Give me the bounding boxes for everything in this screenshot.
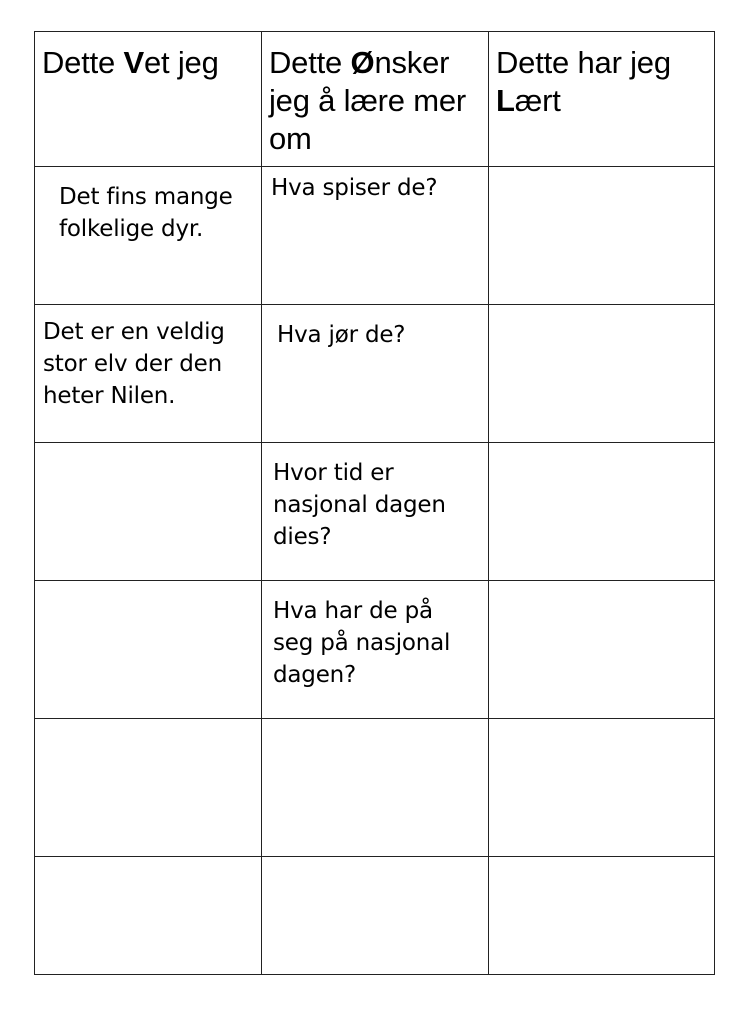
- cell-know: [35, 857, 262, 975]
- cell-learned: [489, 857, 715, 975]
- cell-want-text: Hvor tid er nasjonal dagen dies?: [273, 460, 446, 550]
- table-row: [35, 719, 715, 857]
- cell-learned: [489, 443, 715, 581]
- table-row: [35, 443, 715, 581]
- cell-want-text: Hva jør de?: [277, 322, 406, 348]
- cell-know-text: [35, 581, 261, 592]
- header-want-text: Dette Ønsker jeg å lære mer om: [269, 45, 467, 156]
- cell-learned: [489, 305, 715, 443]
- cell-want-text: [262, 857, 488, 871]
- header-learned-initial: L: [496, 83, 515, 118]
- cell-want: [262, 167, 489, 305]
- cell-want: [262, 443, 489, 581]
- cell-learned-text: [489, 305, 714, 310]
- cell-learned-text: [489, 167, 714, 172]
- table-row: [35, 305, 715, 443]
- header-want-initial: Ø: [350, 45, 375, 80]
- cell-want: [262, 719, 489, 857]
- cell-learned-text: [489, 443, 714, 448]
- cell-know-text: [35, 719, 261, 730]
- table-row: [35, 581, 715, 719]
- cell-learned-text: [489, 581, 714, 586]
- table-row: [35, 857, 715, 975]
- table-row: [35, 167, 715, 305]
- cell-know: [35, 443, 262, 581]
- vwl-chart-table: [34, 31, 715, 975]
- cell-learned-text: [489, 857, 714, 862]
- cell-know: [35, 305, 262, 443]
- header-know: [35, 32, 262, 167]
- header-want: [262, 32, 489, 167]
- cell-want-text: Hva spiser de?: [271, 175, 438, 201]
- header-learned-text: Dette har jeg Lært: [496, 45, 671, 118]
- header-learned: [489, 32, 715, 167]
- cell-want: [262, 305, 489, 443]
- cell-know-text: Det fins mange folkelige dyr.: [59, 184, 233, 242]
- cell-learned: [489, 167, 715, 305]
- header-row: [35, 32, 715, 167]
- header-know-text: Dette Vet jeg: [42, 45, 219, 80]
- cell-want-text: [262, 719, 488, 733]
- cell-want: [262, 857, 489, 975]
- cell-want: [262, 581, 489, 719]
- cell-know: [35, 581, 262, 719]
- cell-want-text: Hva har de på seg på nasjonal dagen?: [273, 598, 451, 688]
- cell-learned-text: [489, 719, 714, 724]
- cell-know: [35, 719, 262, 857]
- cell-learned: [489, 719, 715, 857]
- cell-know-text: Det er en veldig stor elv der den heter Nilen.: [43, 319, 225, 409]
- cell-know-text: [35, 443, 261, 454]
- cell-know-text: [35, 857, 261, 868]
- cell-know: [35, 167, 262, 305]
- header-know-initial: V: [123, 45, 144, 80]
- cell-learned: [489, 581, 715, 719]
